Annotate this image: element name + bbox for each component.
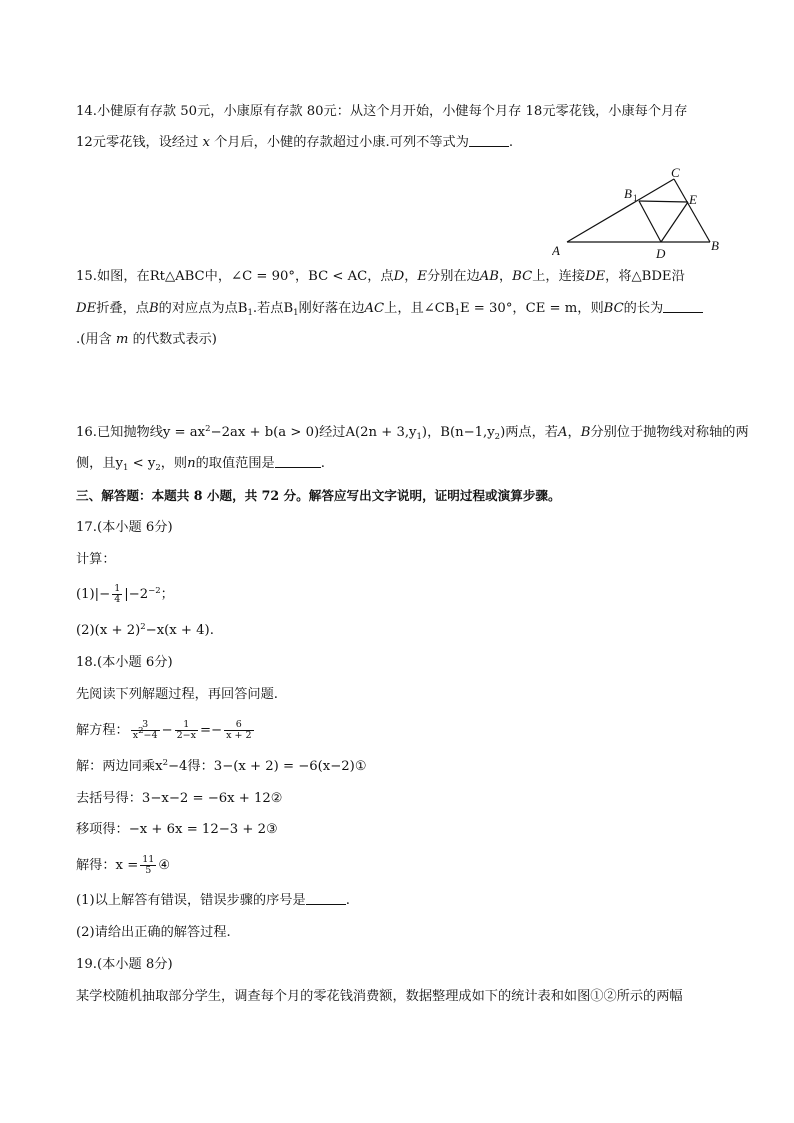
edge-cb [674,179,710,242]
q17-intro: 计算： [76,552,116,567]
q18-intro: 先阅读下列解题过程，再回答问题. [76,687,279,702]
q17-title: 17.(本小题 6分) [76,520,173,535]
q17-part2: $(2)(x + 2)^2-x(x + 4)$. [76,622,214,638]
label-c: C [671,166,680,180]
answer-blank [275,455,321,468]
q18-title: 18.(本小题 6分) [76,655,173,670]
label-b1: B [624,186,632,201]
label-a: A [552,243,560,258]
label-b1-subscript: 1 [633,193,638,203]
q15-line1: 15.如图，在Rt△ABC中，∠C = 90°，BC < AC，点D，E分别在边AB，BC上，连接DE，将△BDE沿 [76,269,685,284]
section3-heading: 三、解答题：本题共 8 小题，共 72 分。解答应写出文字说明，证明过程或演算步骤。 [76,488,561,503]
label-d: D [656,246,666,261]
q18-step4: 解得：x = $\frac{11}{5}$ ④ [76,854,171,876]
segment-de [661,202,688,242]
label-b: B [711,238,719,253]
q19-line: 某学校随机抽取部分学生，调查每个月的零花钱消费额，数据整理成如下的统计表和如图①②所示的两幅 [76,989,683,1004]
answer-blank [469,134,509,147]
answer-blank [663,300,703,313]
q19-title: 19.(本小题 8分) [76,957,173,972]
triangle-figure [552,166,728,262]
q18-question-b: (2)请给出正确的解答过程. [76,925,231,940]
q14-line1: 14.小健原有存款 50元，小康原有存款 80元：从这个月开始，小健每个月存 18元零花钱，小康每个月存 [76,104,688,119]
q18-question-a: (1)以上解答有错误，错误步骤的序号是 . [76,893,350,908]
label-e: E [689,192,697,207]
q14-line2: 12元零花钱，设经过 x 个月后，小健的存款超过小康.可列不等式为 . [76,135,514,150]
q17-part1: (1)|− $\frac{1}{4}$ $|-2^{-2}$； [76,583,174,605]
q18-step3: 移项得：−x + 6x = 12−3 + 2③ [76,822,278,837]
edge-ac [567,179,674,242]
q16-line2: 侧，且$y_1 < y_2$，则n的取值范围是 . [76,456,325,473]
q15-line3: .(用含 m 的代数式表示) [76,332,217,347]
q16-line1: 16.已知抛物线$y = ax^2-2ax + b(a > 0)$经过$A(2n + 3,y_1)$，$B(n-1,y_2)$两点，若A，B分别位于抛物线对称轴的两 [76,424,749,442]
segment-b1d [639,201,661,242]
segment-b1e [639,201,688,202]
answer-blank [306,892,346,905]
q18-step2: 去括号得：3−x−2 = −6x + 12② [76,791,283,806]
q15-line2: DE折叠，点B的对应点为点$B_1$.若点$B_1$刚好落在边AC上，且$\angle CB_1E = 30^\circ$，CE = m，则BC的长为 [76,300,703,318]
q18-step1: 解：两边同乘$x^2-4$得：3−(x + 2) = −6(x−2)① [76,758,367,774]
q18-equation: 解方程： $\frac{3}{x^2-4}$ − $\frac{1}{2-x}$ =− $\frac{6}{x + 2}$ [76,719,252,741]
